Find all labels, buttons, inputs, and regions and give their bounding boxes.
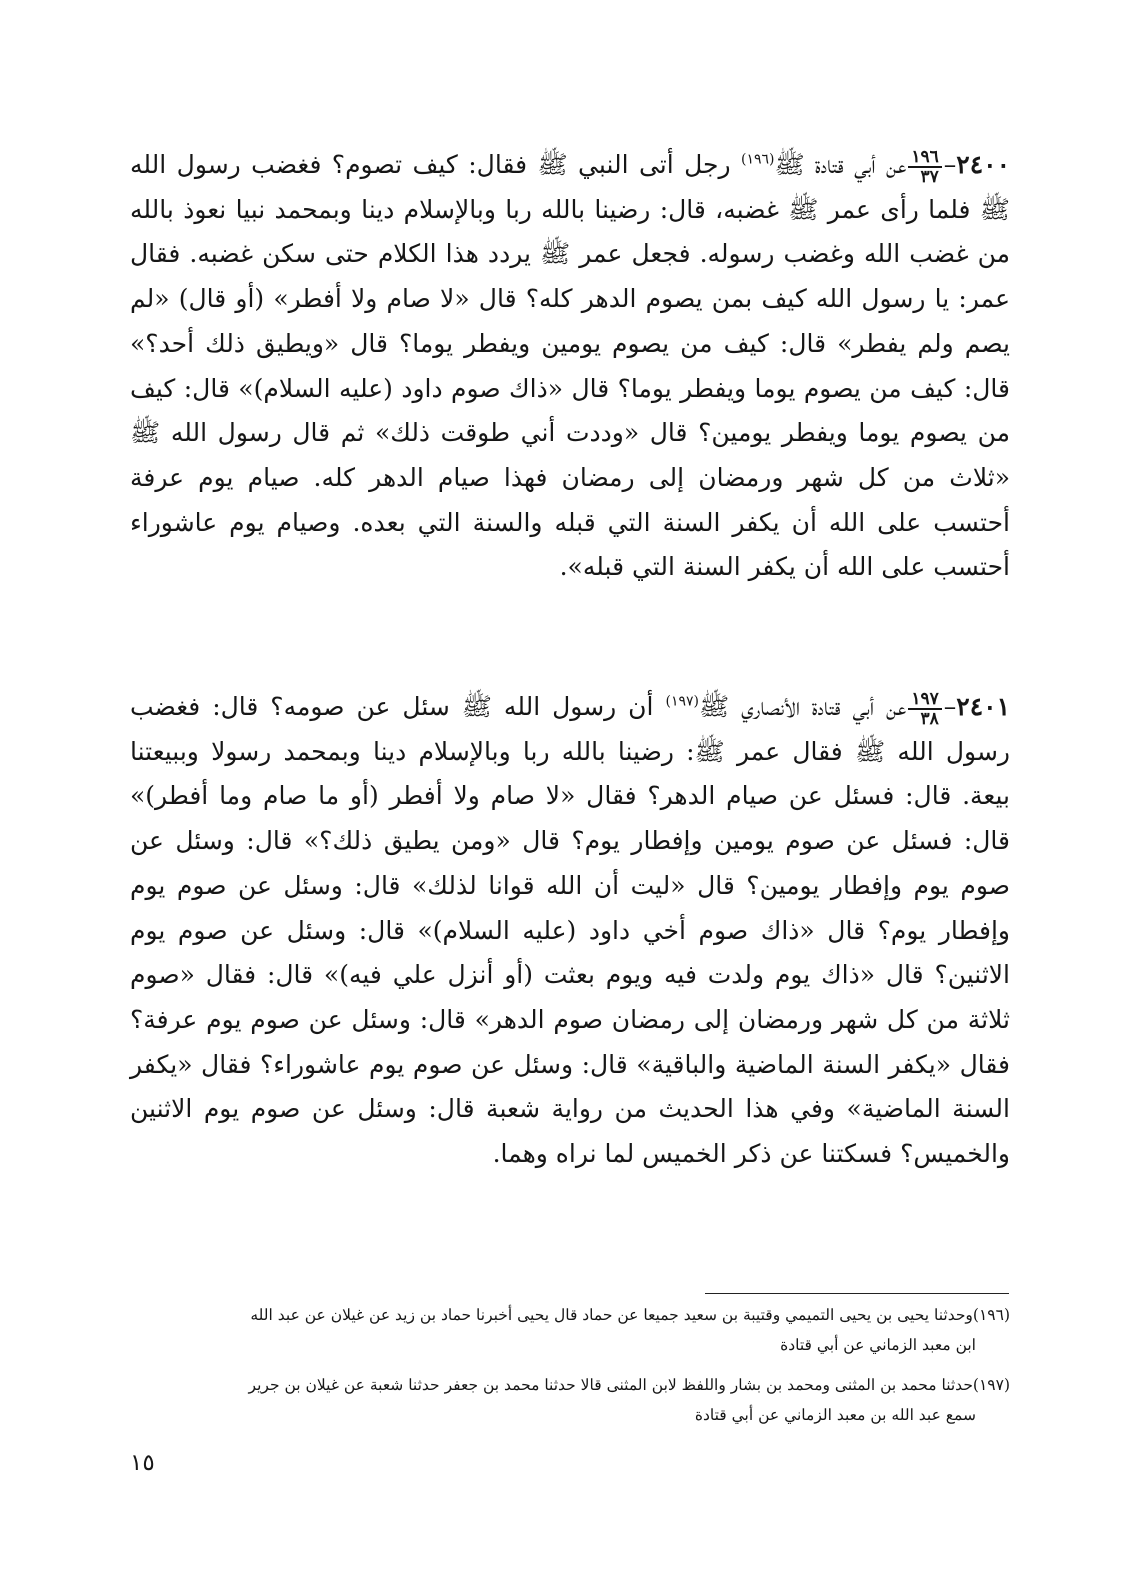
footnote-ref: (١٩٧) [665, 693, 699, 710]
hadith-number: ٢٤٠١ [956, 692, 1010, 721]
footnote-196 [130, 1300, 1010, 1360]
footnote-ref: (١٩٦) [740, 151, 775, 168]
hadith-lead: عن أبي قتادة الأنصاري ﷺ [698, 692, 907, 721]
hadith-sub-number: $\frac{١٩٧}{٣٨}$ [908, 690, 941, 728]
footnote-divider [705, 1293, 1009, 1294]
hadith-sub-number: $\frac{١٩٦}{٣٧}$ [908, 148, 941, 186]
footnote-line: (١٩٦)وحدثنا يحيى بن يحيى التميمي وقتيبة بن سعيد جميعا عن حماد قال يحيى أخبرنا حماد بن زيد عن غيلان عن عبد الله [250, 1306, 1010, 1324]
hadith-2401: ٢٤٠١– $\frac{١٩٧}{٣٨}$ عن أبي قتادة الأنصاري ﷺ$^{(١٩٧)}$ أن رسول الله ﷺ سئل عن صومه؟ قال: فغضب رسول الله ﷺ فقال عمر ﷺ: رضينا بالله ربا وبالإسلام دينا وبمحمد رسولا وببيعتنا بيعة. قال: فسئل عن صيام الدهر؟ فقال «لا صام ولا أفطر (أو ما صام وما أفطر)» قال: فسئل عن صوم يومين وإفطار يوم؟ قال «ومن يطيق ذلك؟» قال: وسئل عن صوم يوم وإفطار يومين؟ قال «ليت أن الله قوانا لذلك» قال: وسئل عن صوم يوم وإفطار يوم؟ قال «ذاك صوم أخي داود (عليه السلام)» قال: وسئل عن صوم يوم الاثنين؟ قال «ذاك يوم ولدت فيه ويوم بعثت (أو أنزل علي فيه)» قال: فقال «صوم ثلاثة من كل شهر ورمضان إلى رمضان صوم الدهر» قال: وسئل عن صوم يوم عرفة؟ فقال «يكفر السنة الماضية والباقية» قال: وسئل عن صوم يوم عاشوراء؟ فقال «يكفر السنة الماضية» وفي هذا الحديث من رواية شعبة قال: وسئل عن صوم يوم الاثنين والخميس؟ فسكتنا عن ذكر الخميس لما نراه وهما. [130, 688, 1011, 1169]
page-number: ١٥ [130, 1450, 155, 1476]
hadith-2400: ٢٤٠٠– $\frac{١٩٦}{٣٧}$ عن أبي قتادة ﷺ$^{(١٩٦)}$ رجل أتى النبي ﷺ فقال: كيف تصوم؟ فغضب رسول الله ﷺ فلما رأى عمر ﷺ غضبه، قال: رضينا بالله ربا وبالإسلام دينا وبمحمد نبيا نعوذ بالله من غضب الله وغضب رسوله. فجعل عمر ﷺ يردد هذا الكلام حتى سكن غضبه. فقال عمر: يا رسول الله كيف بمن يصوم الدهر كله؟ قال «لا صام ولا أفطر» (أو قال) «لم يصم ولم يفطر» قال: كيف من يصوم يومين ويفطر يوما؟ قال «ويطيق ذلك أحد؟» قال: كيف من يصوم يوما ويفطر يوما؟ قال «ذاك صوم داود (عليه السلام)» قال: كيف من يصوم يوما ويفطر يومين؟ قال «وددت أني طوقت ذلك» ثم قال رسول الله ﷺ «ثلاث من كل شهر ورمضان إلى رمضان فهذا صيام الدهر كله. صيام يوم عرفة أحتسب على الله أن يكفر السنة التي قبله والسنة التي بعده. وصيام يوم عاشوراء أحتسب على الله أن يكفر السنة التي قبله». [130, 146, 1011, 582]
footnote-line: ابن معبد الزماني عن أبي قتادة [780, 1336, 976, 1354]
hadith-lead: عن أبي قتادة ﷺ [774, 150, 907, 179]
footnote-197 [130, 1370, 1010, 1430]
hadith-number: ٢٤٠٠ [956, 150, 1011, 179]
hadith-text: أن رسول الله ﷺ سئل عن صومه؟ قال: فغضب رسول الله ﷺ فقال عمر ﷺ: رضينا بالله ربا وبالإسلام دينا وبمحمد رسولا وببيعتنا بيعة. قال: فسئل عن صيام الدهر؟ فقال «لا صام ولا أفطر (أو ما صام وما أفطر)» قال: فسئل عن صوم يومين وإفطار يوم؟ قال «ومن يطيق ذلك؟» قال: وسئل عن صوم يوم وإفطار يومين؟ قال «ليت أن الله قوانا لذلك» قال: وسئل عن صوم يوم وإفطار يوم؟ قال «ذاك صوم أخي داود (عليه السلام)» قال: وسئل عن صوم يوم الاثنين؟ قال «ذاك يوم ولدت فيه ويوم بعثت (أو أنزل علي فيه)» قال: فقال «صوم ثلاثة من كل شهر ورمضان إلى رمضان صوم الدهر» قال: وسئل عن صوم يوم عرفة؟ فقال «يكفر السنة الماضية والباقية» قال: وسئل عن صوم يوم عاشوراء؟ فقال «يكفر السنة الماضية» وفي هذا الحديث من رواية شعبة قال: وسئل عن صوم يوم الاثنين والخميس؟ فسكتنا عن ذكر الخميس لما نراه وهما. [130, 692, 1011, 1169]
footnotes [130, 1300, 1010, 1430]
hadith-text: رجل أتى النبي ﷺ فقال: كيف تصوم؟ فغضب رسول الله ﷺ فلما رأى عمر ﷺ غضبه، قال: رضينا بالله ربا وبالإسلام دينا وبمحمد نبيا نعوذ بالله من غضب الله وغضب رسوله. فجعل عمر ﷺ يردد هذا الكلام حتى سكن غضبه. فقال عمر: يا رسول الله كيف بمن يصوم الدهر كله؟ قال «لا صام ولا أفطر» (أو قال) «لم يصم ولم يفطر» قال: كيف من يصوم يومين ويفطر يوما؟ قال «ويطيق ذلك أحد؟» قال: كيف من يصوم يوما ويفطر يوما؟ قال «ذاك صوم داود (عليه السلام)» قال: كيف من يصوم يوما ويفطر يومين؟ قال «وددت أني طوقت ذلك» ثم قال رسول الله ﷺ «ثلاث من كل شهر ورمضان إلى رمضان فهذا صيام الدهر كله. صيام يوم عرفة أحتسب على الله أن يكفر السنة التي قبله والسنة التي بعده. وصيام يوم عاشوراء أحتسب على الله أن يكفر السنة التي قبله». [130, 150, 1010, 582]
footnote-line: (١٩٧)حدثنا محمد بن المثنى ومحمد بن بشار واللفظ لابن المثنى قالا حدثنا محمد بن جعفر حدثنا شعبة عن غيلان بن جرير [248, 1376, 1010, 1394]
footnote-line: سمع عبد الله بن معبد الزماني عن أبي قتادة [694, 1406, 976, 1424]
